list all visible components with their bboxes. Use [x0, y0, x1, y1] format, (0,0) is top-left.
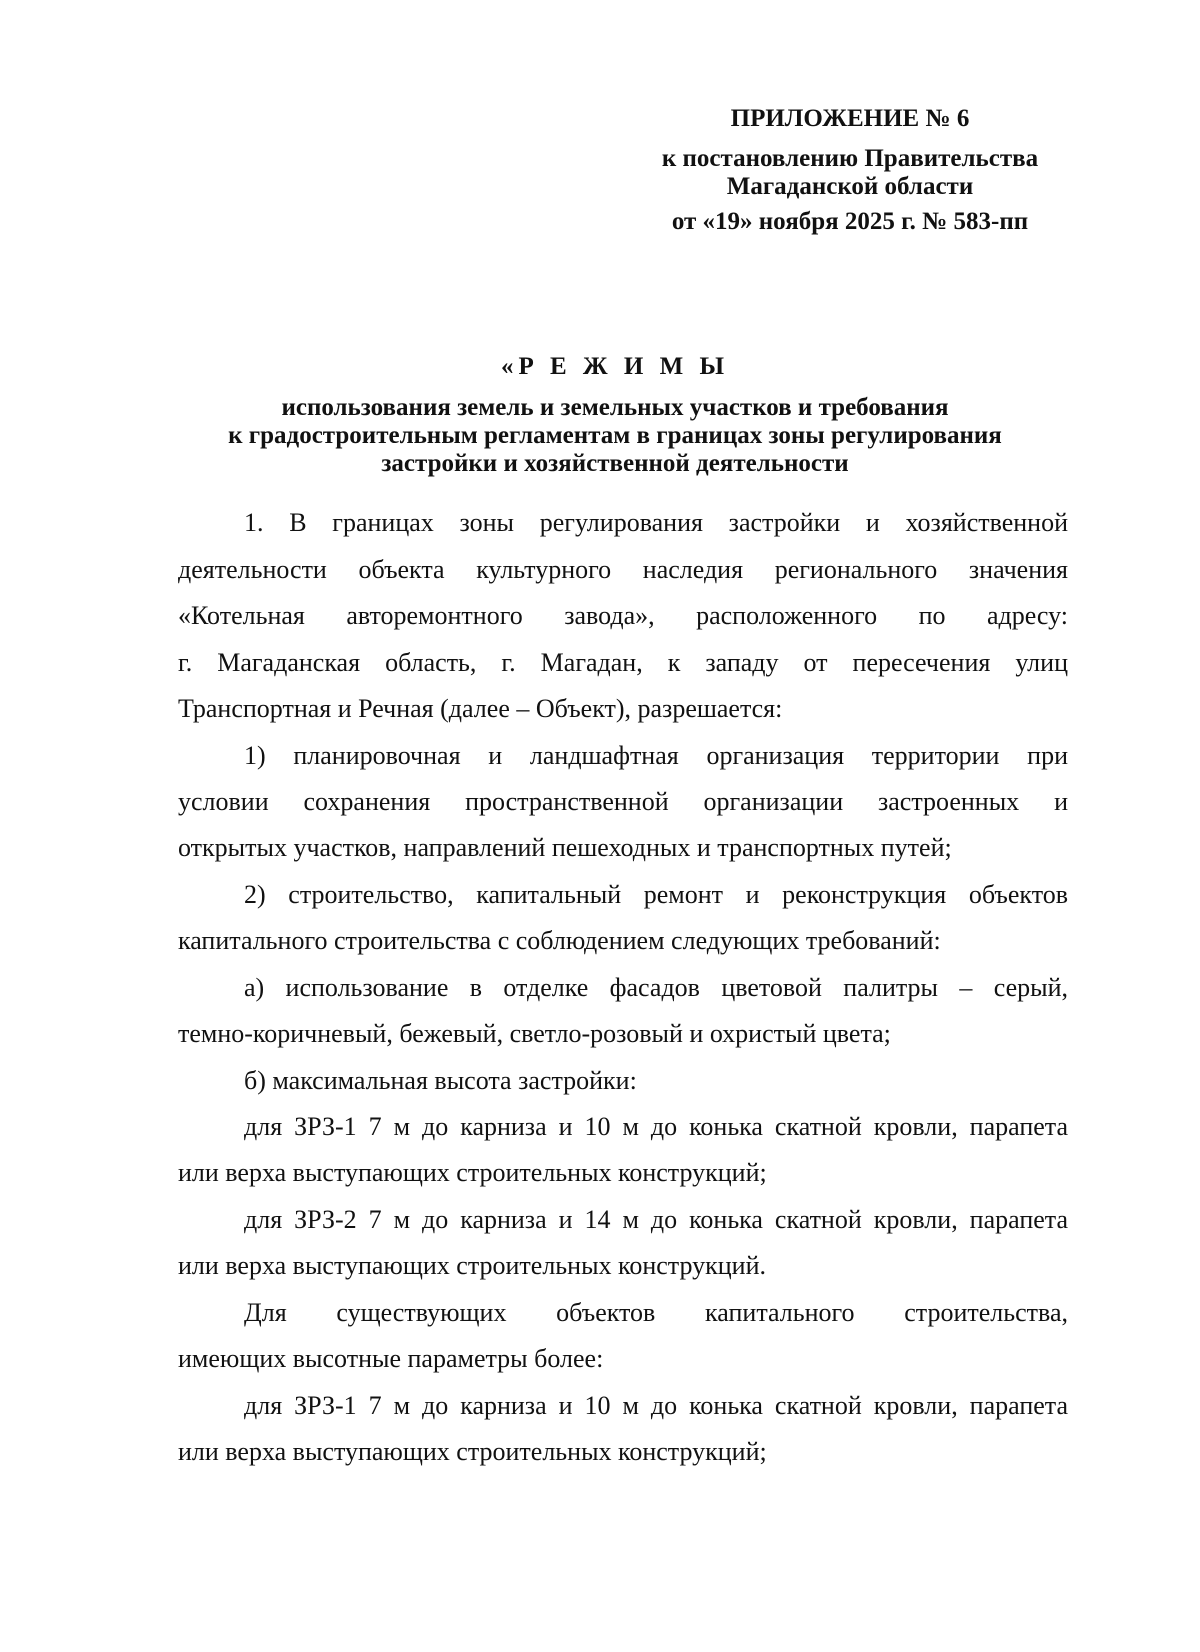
- body-line: или верха выступающих строительных конструкций.: [178, 1251, 767, 1280]
- body-line: темно-коричневый, бежевый, светло-розовый и охристый цвета;: [178, 1019, 891, 1048]
- decree-reference-line-2: Магаданской области: [726, 173, 974, 200]
- body-line: для ЗРЗ-1 7 м до карниза и 10 м до конька скатной кровли, парапета: [244, 1391, 1068, 1420]
- body-line: Для существующих объектов капитального строительства,: [244, 1298, 1068, 1327]
- body-line: 1. В границах зоны регулирования застройки и хозяйственной: [244, 508, 1068, 537]
- appendix-number: ПРИЛОЖЕНИЕ № 6: [730, 105, 970, 132]
- body-line: «Котельная авторемонтного завода», расположенного по адресу:: [178, 601, 1068, 630]
- body-line: или верха выступающих строительных конструкций;: [178, 1437, 767, 1466]
- body-line: Транспортная и Речная (далее – Объект), разрешается:: [178, 694, 783, 723]
- body-line: для ЗРЗ-2 7 м до карниза и 14 м до конька скатной кровли, парапета: [244, 1205, 1068, 1234]
- body-line: условии сохранения пространственной организации застроенных и: [178, 787, 1068, 816]
- title-line-3: застройки и хозяйственной деятельности: [381, 450, 849, 477]
- body-line: имеющих высотные параметры более:: [178, 1344, 604, 1373]
- body-line: 1) планировочная и ландшафтная организация территории при: [244, 741, 1068, 770]
- decree-reference-line-1: к постановлению Правительства: [661, 145, 1039, 172]
- title-line-1: использования земель и земельных участков и требования: [281, 394, 949, 421]
- body-line: а) использование в отделке фасадов цветовой палитры – серый,: [244, 973, 1068, 1002]
- title-line-2: к градостроительным регламентам в границах зоны регулирования: [228, 422, 1002, 449]
- body-line: 2) строительство, капитальный ремонт и реконструкция объектов: [244, 880, 1068, 909]
- decree-date-number: от «19» ноября 2025 г. № 583-пп: [671, 208, 1029, 235]
- body-line: г. Магаданская область, г. Магадан, к западу от пересечения улиц: [178, 648, 1068, 677]
- body-line: открытых участков, направлений пешеходных и транспортных путей;: [178, 833, 952, 862]
- body-line: деятельности объекта культурного наследия регионального значения: [178, 555, 1068, 584]
- body-line: капитального строительства с соблюдением следующих требований:: [178, 926, 941, 955]
- document-title: «Р Е Ж И М Ы: [500, 353, 729, 380]
- body-line: для ЗРЗ-1 7 м до карниза и 10 м до конька скатной кровли, парапета: [244, 1112, 1068, 1141]
- body-line: б) максимальная высота застройки:: [244, 1066, 637, 1095]
- body-line: или верха выступающих строительных конструкций;: [178, 1158, 767, 1187]
